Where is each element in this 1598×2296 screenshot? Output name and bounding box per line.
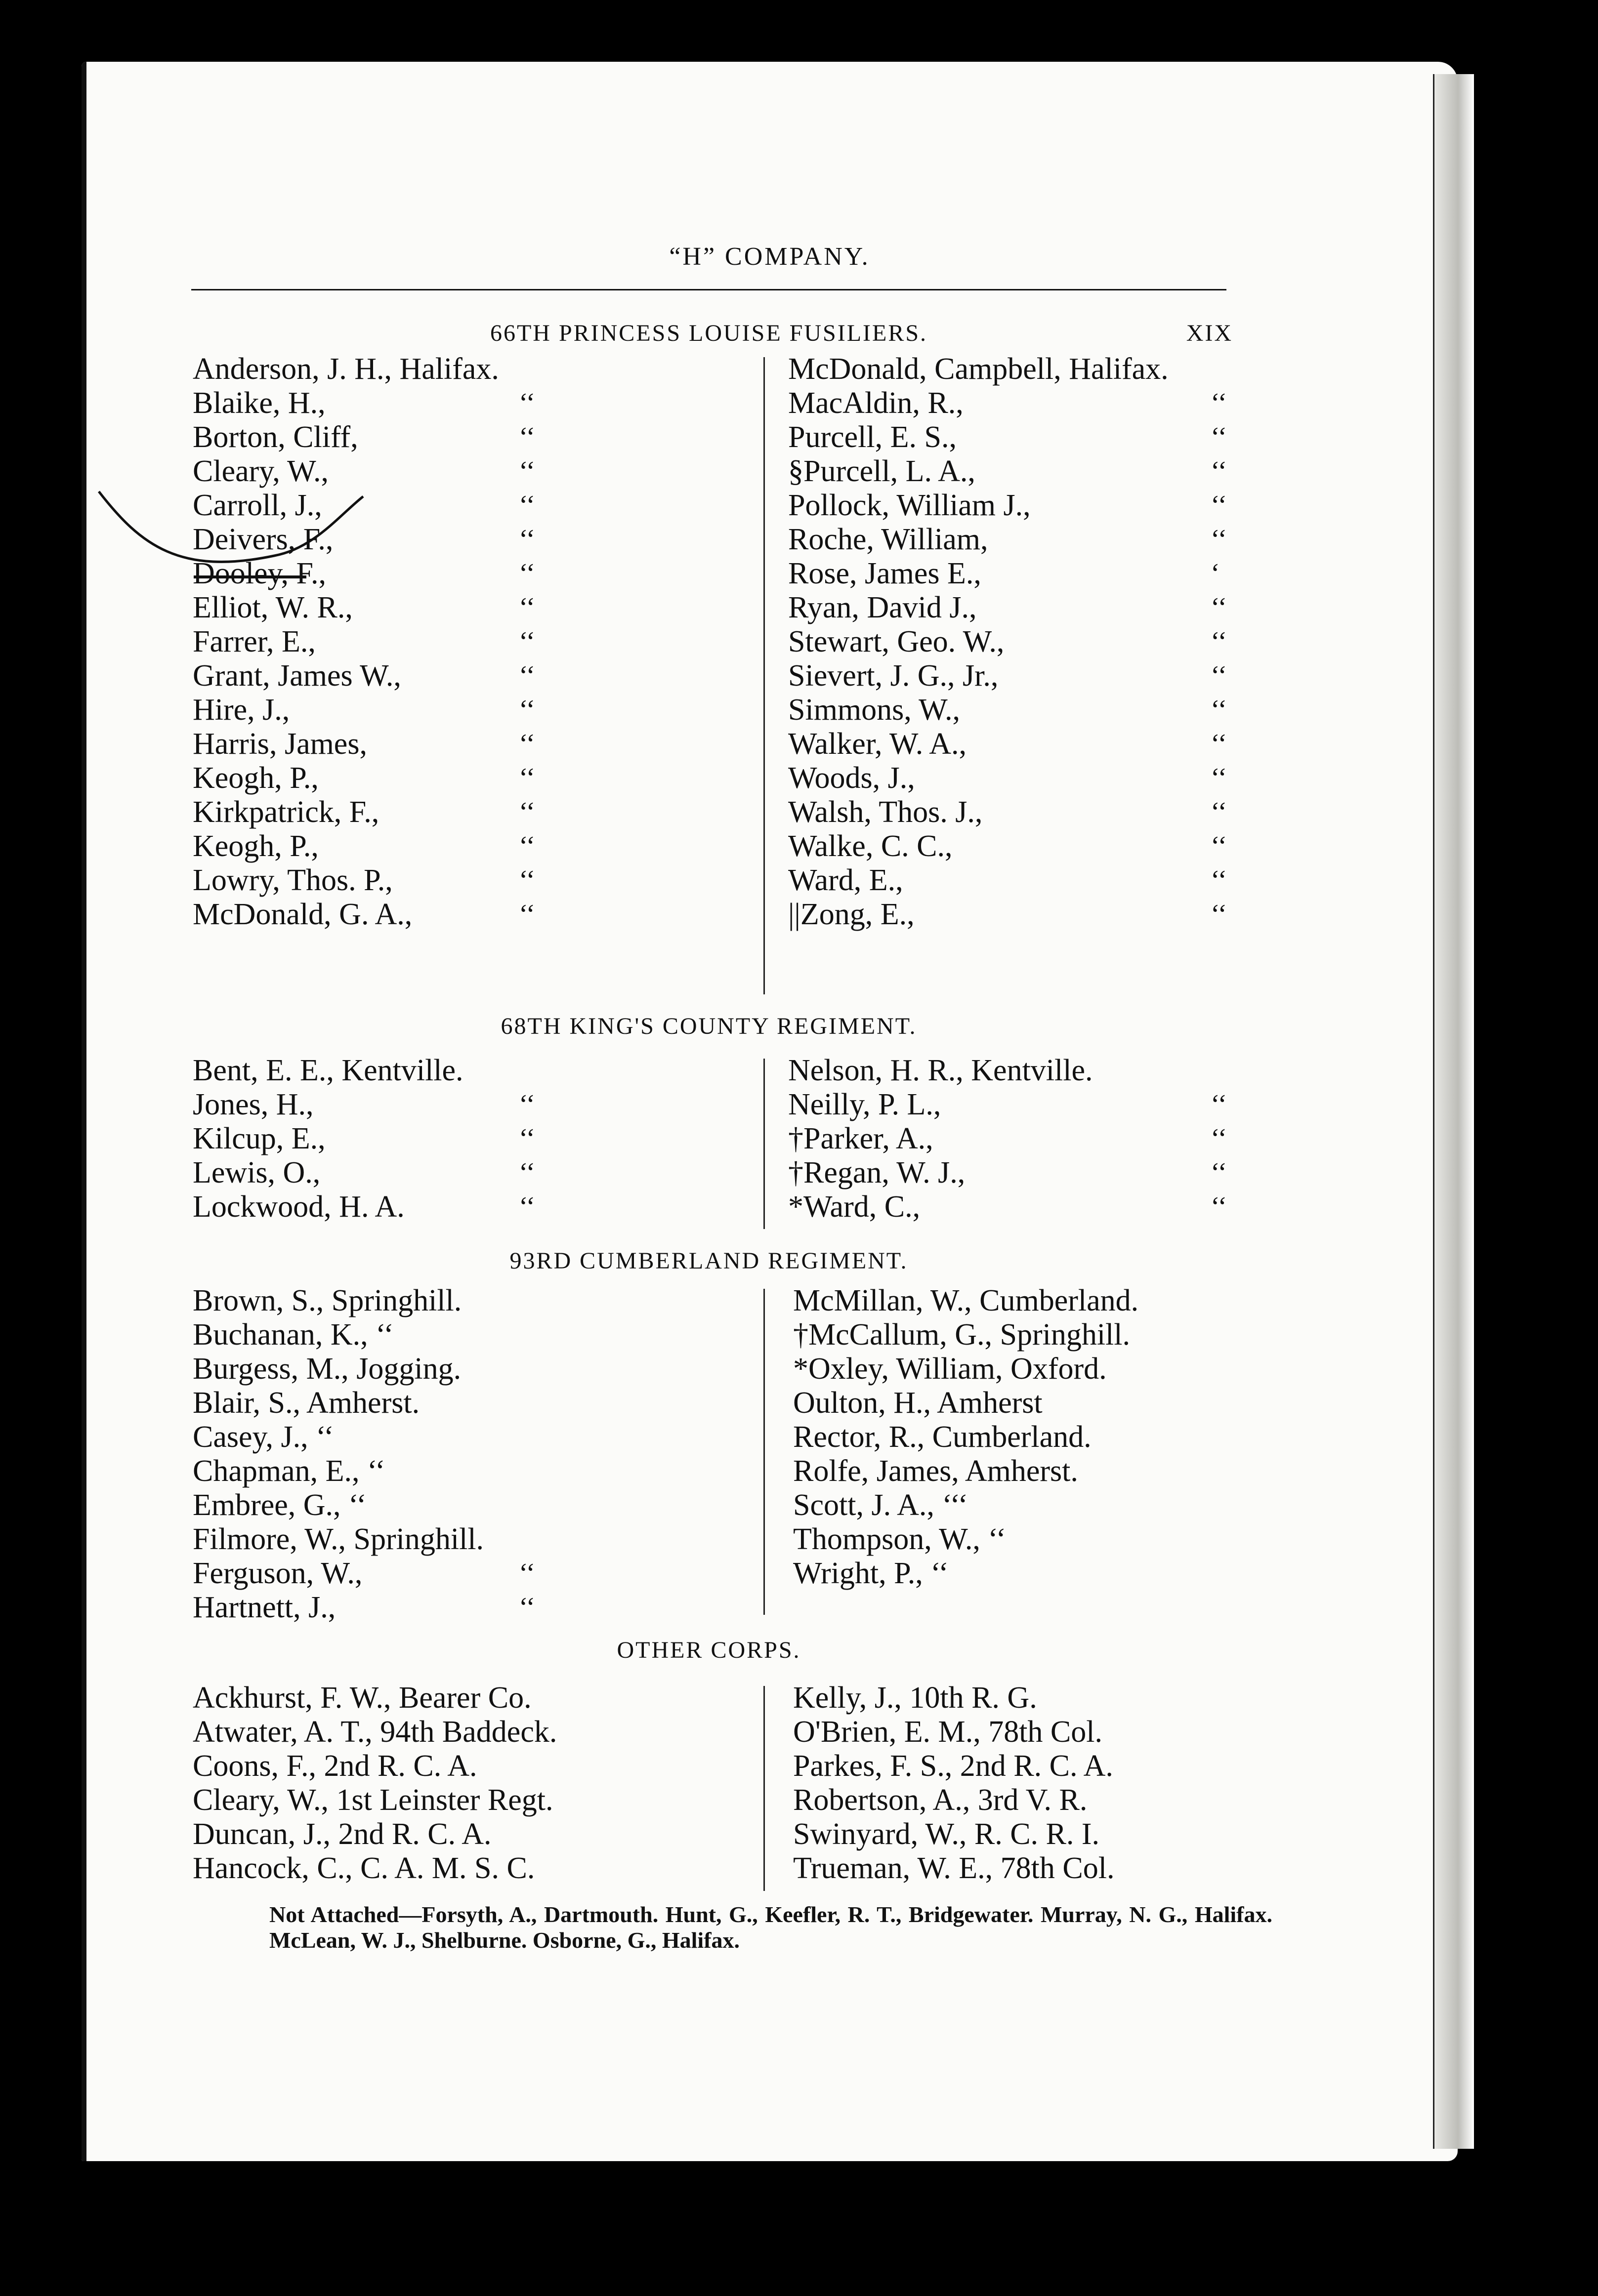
roster-name: Rose, James E., [788, 557, 981, 590]
roster-name: Cleary, W., 1st Leinster Regt. [193, 1783, 553, 1817]
roster-name: Cleary, W., [193, 454, 329, 488]
ditto-mark: ‘ [1211, 558, 1220, 589]
ditto-mark: ‘‘ [1211, 456, 1227, 487]
roster-name: Hire, J., [193, 693, 290, 727]
ditto-mark: ‘‘ [1211, 899, 1227, 930]
section-title-66th: 66TH PRINCESS LOUISE FUSILIERS. [490, 320, 928, 346]
roster-name: Scott, J. A., ‘‘‘ [793, 1488, 968, 1522]
ditto-mark: ‘‘ [519, 729, 536, 759]
roster-name: McMillan, W., Cumberland. [793, 1284, 1139, 1317]
roster-name: Atwater, A. T., 94th Baddeck. [193, 1715, 557, 1749]
roster-name: Keogh, P., [193, 761, 319, 795]
roster-name: *Oxley, William, Oxford. [793, 1352, 1107, 1386]
roster-name: §Purcell, L. A., [788, 454, 975, 488]
roster-name: †Regan, W. J., [788, 1156, 966, 1189]
ditto-mark: ‘‘ [1211, 660, 1227, 691]
roster-name: Brown, S., Springhill. [193, 1284, 462, 1317]
roster-name: Parkes, F. S., 2nd R. C. A. [793, 1749, 1113, 1783]
roster-name: Buchanan, K., ‘‘ [193, 1318, 394, 1352]
roster-name: Casey, J., ‘‘ [193, 1420, 334, 1454]
roster-name: Bent, E. E., Kentville. [193, 1054, 463, 1087]
roster-name: Swinyard, W., R. C. R. I. [793, 1817, 1100, 1851]
book-page [82, 62, 1458, 2161]
roster-name: McDonald, G. A., [193, 898, 413, 931]
ditto-mark: ‘‘ [519, 1089, 536, 1120]
ditto-mark: ‘‘ [1211, 695, 1227, 725]
roster-name: Stewart, Geo. W., [788, 625, 1005, 658]
roster-name: Anderson, J. H., Halifax. [193, 352, 499, 386]
roster-name: Kirkpatrick, F., [193, 795, 379, 829]
ditto-mark: ‘‘ [519, 422, 536, 452]
roster-name: Rolfe, James, Amherst. [793, 1454, 1078, 1488]
roster-name: Jones, H., [193, 1088, 314, 1121]
roster-name: Walke, C. C., [788, 829, 953, 863]
roster-name: Thompson, W., ‘‘ [793, 1522, 1007, 1556]
roster-name: Ackhurst, F. W., Bearer Co. [193, 1681, 532, 1715]
not-attached-footnote: Not Attached—Forsyth, A., Dartmouth. Hunt, G., Keefler, R. T., Bridgewater. Murray, N. G., Halifax. McLean, W. J., Shelburne. Osborne, G., Halifax. [269, 1902, 1272, 1953]
roster-name: Deivers, F., [193, 523, 334, 556]
roster-name: Lockwood, H. A. [193, 1190, 405, 1224]
roster-name: Wright, P., ‘‘ [793, 1557, 949, 1590]
roster-name: Simmons, W., [788, 693, 960, 727]
roster-name: Carroll, J., [193, 489, 322, 522]
roster-name: Embree, G., ‘‘ [193, 1488, 367, 1522]
ditto-mark: ‘‘ [519, 1157, 536, 1188]
roster-name: Grant, James W., [193, 659, 401, 693]
section-title-93rd: 93RD CUMBERLAND REGIMENT. [509, 1248, 908, 1274]
ditto-mark: ‘‘ [1211, 490, 1227, 521]
ditto-mark: ‘‘ [519, 865, 536, 896]
roster-name: Trueman, W. E., 78th Col. [793, 1851, 1115, 1885]
roster-name: O'Brien, E. M., 78th Col. [793, 1715, 1102, 1749]
roster-name: †Parker, A., [788, 1122, 933, 1155]
roster-name: Dooley, F., [193, 557, 327, 590]
roster-name: Kilcup, E., [193, 1122, 326, 1155]
roster-name: Sievert, J. G., Jr., [788, 659, 999, 693]
ditto-mark: ‘‘ [519, 388, 536, 418]
roster-name: Elliot, W. R., [193, 591, 353, 624]
ditto-mark: ‘‘ [519, 592, 536, 623]
roster-name: Ryan, David J., [788, 591, 977, 624]
roster-name: Duncan, J., 2nd R. C. A. [193, 1817, 492, 1851]
ditto-mark: ‘‘ [1211, 1191, 1227, 1222]
roster-name: Burgess, M., Jogging. [193, 1352, 462, 1386]
roster-name: Neilly, P. L., [788, 1088, 941, 1121]
roster-name: Purcell, E. S., [788, 420, 957, 454]
roster-name: Nelson, H. R., Kentville. [788, 1054, 1093, 1087]
ditto-mark: ‘‘ [1211, 592, 1227, 623]
ditto-mark: ‘‘ [519, 831, 536, 861]
roster-name: *Ward, C., [788, 1190, 921, 1224]
section-title-68th: 68TH KING'S COUNTY REGIMENT. [501, 1013, 917, 1039]
ditto-mark: ‘‘ [519, 456, 536, 487]
ditto-mark: ‘‘ [519, 558, 536, 589]
roster-name: Hancock, C., C. A. M. S. C. [193, 1851, 535, 1885]
roster-name: ||Zong, E., [788, 898, 915, 931]
ditto-mark: ‘‘ [519, 524, 536, 555]
roster-name: Robertson, A., 3rd V. R. [793, 1783, 1088, 1817]
ditto-mark: ‘‘ [1211, 1123, 1227, 1154]
roster-name: McDonald, Campbell, Halifax. [788, 352, 1169, 386]
ditto-mark: ‘‘ [519, 899, 536, 930]
roster-name: Borton, Cliff, [193, 420, 358, 454]
roster-name: Farrer, E., [193, 625, 316, 658]
page-number: XIX [1186, 320, 1233, 346]
page-curl-edge [1433, 74, 1474, 2149]
ditto-mark: ‘‘ [519, 490, 536, 521]
ditto-mark: ‘‘ [1211, 1157, 1227, 1188]
roster-name: Kelly, J., 10th R. G. [793, 1681, 1037, 1715]
roster-name: Harris, James, [193, 727, 367, 761]
roster-name: Ward, E., [788, 863, 903, 897]
ditto-mark: ‘‘ [519, 695, 536, 725]
roster-name: Blaike, H., [193, 386, 326, 420]
ditto-mark: ‘‘ [1211, 865, 1227, 896]
roster-name: MacAldin, R., [788, 386, 964, 420]
running-head: “H” COMPANY. [669, 243, 870, 271]
roster-name: Hartnett, J., [193, 1591, 336, 1624]
ditto-mark: ‘‘ [1211, 626, 1227, 657]
roster-name: Walsh, Thos. J., [788, 795, 983, 829]
ditto-mark: ‘‘ [519, 1592, 536, 1623]
ditto-mark: ‘‘ [519, 1123, 536, 1154]
ditto-mark: ‘‘ [519, 1191, 536, 1222]
roster-name: Rector, R., Cumberland. [793, 1420, 1092, 1454]
ditto-mark: ‘‘ [1211, 1089, 1227, 1120]
roster-name: Blair, S., Amherst. [193, 1386, 420, 1420]
roster-name: Lowry, Thos. P., [193, 863, 393, 897]
roster-name: Walker, W. A., [788, 727, 967, 761]
pen-stroke-mark [82, 62, 1458, 2161]
section-title-other-corps: OTHER CORPS. [617, 1637, 801, 1663]
ditto-mark: ‘‘ [1211, 388, 1227, 418]
roster-name: Filmore, W., Springhill. [193, 1522, 484, 1556]
roster-name: Roche, William, [788, 523, 988, 556]
ditto-mark: ‘‘ [1211, 831, 1227, 861]
roster-name: Chapman, E., ‘‘ [193, 1454, 385, 1488]
ditto-mark: ‘‘ [519, 626, 536, 657]
roster-name: †McCallum, G., Springhill. [793, 1318, 1130, 1352]
roster-name: Lewis, O., [193, 1156, 321, 1189]
roster-name: Ferguson, W., [193, 1557, 363, 1590]
ditto-mark: ‘‘ [519, 1558, 536, 1589]
ditto-mark: ‘‘ [1211, 422, 1227, 452]
ditto-mark: ‘‘ [519, 763, 536, 793]
ditto-mark: ‘‘ [519, 797, 536, 827]
ditto-mark: ‘‘ [519, 660, 536, 691]
roster-name: Woods, J., [788, 761, 915, 795]
roster-name: Coons, F., 2nd R. C. A. [193, 1749, 477, 1783]
ditto-mark: ‘‘ [1211, 797, 1227, 827]
roster-name: Keogh, P., [193, 829, 319, 863]
roster-name: Pollock, William J., [788, 489, 1031, 522]
ditto-mark: ‘‘ [1211, 763, 1227, 793]
ditto-mark: ‘‘ [1211, 524, 1227, 555]
roster-name: Oulton, H., Amherst [793, 1386, 1043, 1420]
ditto-mark: ‘‘ [1211, 729, 1227, 759]
